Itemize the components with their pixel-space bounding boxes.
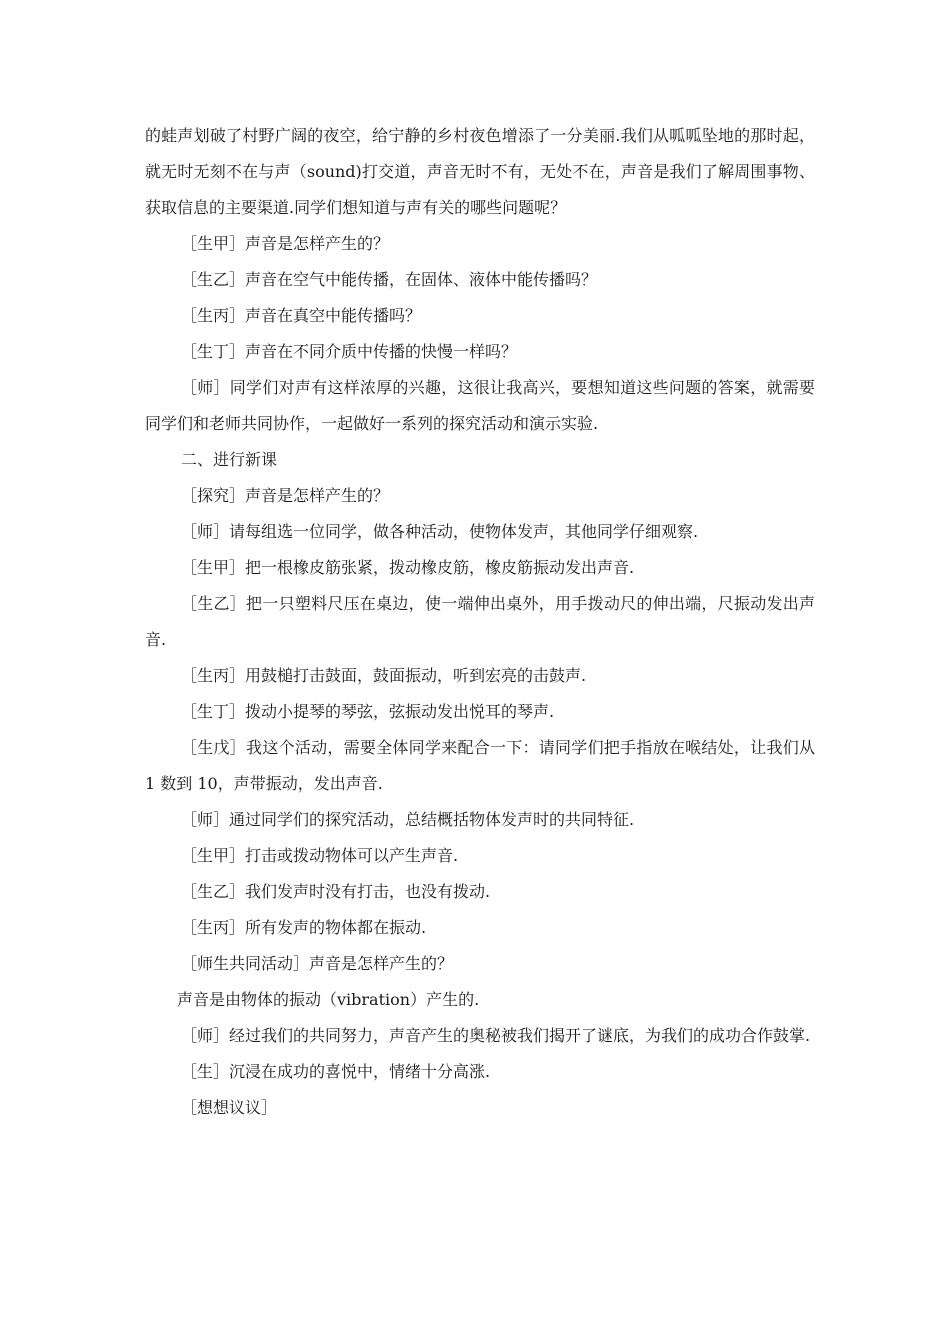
paragraph: ［生乙］把一只塑料尺压在桌边，使一端伸出桌外，用手拨动尺的伸出端，尺振动发出声音. xyxy=(145,594,815,649)
paragraph: 的蛙声划破了村野广阔的夜空，给宁静的乡村夜色增添了一分美丽.我们从呱呱坠地的那时起，就无时无刻不在与声（sound)打交道，声音无时不有，无处不在，声音是我们了解周围事物、获取信息的主要渠道.同学们想知道与声有关的哪些问题呢？ xyxy=(145,126,815,217)
paragraph: 声音是由物体的振动（vibration）产生的. xyxy=(177,990,480,1009)
paragraph: ［师生共同活动］声音是怎样产生的？ xyxy=(181,954,454,973)
paragraph: ［生乙］声音在空气中能传播，在固体、液体中能传播吗？ xyxy=(181,270,598,289)
paragraph: ［生丙］声音在真空中能传播吗？ xyxy=(181,306,422,325)
paragraph: ［生丁］声音在不同介质中传播的快慢一样吗？ xyxy=(181,342,518,361)
paragraph: ［生戊］我这个活动，需要全体同学来配合一下：请同学们把手指放在喉结处，让我们从 1 数到 10，声带振动，发出声音. xyxy=(145,738,815,793)
paragraph: ［生丁］拨动小提琴的琴弦，弦振动发出悦耳的琴声. xyxy=(181,702,555,721)
paragraph: ［师］通过同学们的探究活动，总结概括物体发声时的共同特征. xyxy=(181,810,635,829)
paragraph: ［师］同学们对声有这样浓厚的兴趣，这很让我高兴，要想知道这些问题的答案，就需要同学们和老师共同协作，一起做好一系列的探究活动和演示实验. xyxy=(145,378,815,433)
paragraph: ［生乙］我们发声时没有打击，也没有拨动. xyxy=(181,882,491,901)
document-body xyxy=(145,118,815,1126)
paragraph: ［生丙］所有发声的物体都在振动. xyxy=(181,918,427,937)
paragraph: ［生丙］用鼓槌打击鼓面，鼓面振动，听到宏亮的击鼓声. xyxy=(181,666,587,685)
paragraph: ［生甲］打击或拨动物体可以产生声音. xyxy=(181,846,459,865)
paragraph: ［生甲］把一根橡皮筋张紧，拨动橡皮筋，橡皮筋振动发出声音. xyxy=(181,558,635,577)
paragraph: ［师］经过我们的共同努力，声音产生的奥秘被我们揭开了谜底，为我们的成功合作鼓掌. xyxy=(181,1026,811,1045)
section-heading: 二、进行新课 xyxy=(181,450,278,469)
paragraph: ［想想议议］ xyxy=(181,1098,278,1117)
paragraph: ［探究］声音是怎样产生的？ xyxy=(181,486,390,505)
paragraph: ［师］请每组选一位同学，做各种活动，使物体发声，其他同学仔细观察. xyxy=(181,522,699,541)
paragraph: ［生甲］声音是怎样产生的？ xyxy=(181,234,390,253)
paragraph: ［生］沉浸在成功的喜悦中，情绪十分高涨. xyxy=(181,1062,491,1081)
